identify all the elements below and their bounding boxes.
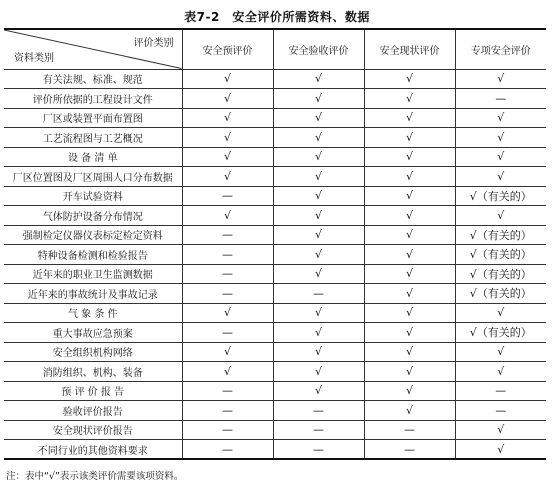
table-cell: — <box>273 440 364 460</box>
table-cell: √（有关的） <box>455 323 546 343</box>
table-row <box>4 167 546 187</box>
row-label: 厂区或装置平面布置图 <box>4 108 182 128</box>
table-cell: √ <box>364 69 455 89</box>
table-cell: √ <box>455 420 546 440</box>
table-cell: √ <box>455 167 546 187</box>
table-row <box>4 284 546 304</box>
table-cell: √ <box>364 284 455 304</box>
table-row <box>4 147 546 167</box>
table-cell: √ <box>182 108 273 128</box>
table-cell: √ <box>455 342 546 362</box>
table-row <box>4 245 546 265</box>
table-cell: — <box>364 420 455 440</box>
table-cell: √ <box>273 167 364 187</box>
table-row <box>4 401 546 421</box>
table-row <box>4 440 546 460</box>
table-cell: √ <box>182 167 273 187</box>
corner-header-cell <box>4 29 182 69</box>
row-label: 气体防护设备分布情况 <box>4 206 182 226</box>
table-cell: √ <box>273 303 364 323</box>
table-cell: — <box>182 225 273 245</box>
table-title: 表7-2 安全评价所需资料、数据 <box>184 10 370 24</box>
table-row <box>4 225 546 245</box>
table-cell: √ <box>364 89 455 109</box>
table-row <box>4 420 546 440</box>
table-cell: √ <box>182 303 273 323</box>
table-cell: √（有关的） <box>455 264 546 284</box>
table-cell: √（有关的） <box>455 245 546 265</box>
table-cell: — <box>182 420 273 440</box>
corner-row-category-label: 资料类别 <box>14 52 54 64</box>
row-label: 安全现状评价报告 <box>4 420 182 440</box>
table-cell: √ <box>364 245 455 265</box>
row-label: 近年来的职业卫生监测数据 <box>4 264 182 284</box>
table-body <box>4 69 546 459</box>
table-cell: √ <box>273 362 364 382</box>
table-row <box>4 108 546 128</box>
table-cell: — <box>182 440 273 460</box>
table-cell: √ <box>455 69 546 89</box>
table-cell: √ <box>182 206 273 226</box>
table-cell: √ <box>364 323 455 343</box>
table-cell: — <box>455 381 546 401</box>
table-cell: — <box>273 284 364 304</box>
table-row <box>4 89 546 109</box>
table-cell: √ <box>455 108 546 128</box>
table-cell: √ <box>273 264 364 284</box>
table-cell: √ <box>273 69 364 89</box>
table-cell: — <box>182 381 273 401</box>
table-row <box>4 69 546 89</box>
table-cell: — <box>182 284 273 304</box>
table-cell: √ <box>364 225 455 245</box>
row-label: 预 评 价 报 告 <box>4 381 182 401</box>
table-cell: √ <box>455 303 546 323</box>
table-cell: √ <box>273 147 364 167</box>
table-cell: — <box>182 401 273 421</box>
table-cell: √（有关的） <box>455 225 546 245</box>
row-label: 不同行业的其他资料要求 <box>4 440 182 460</box>
table-cell: — <box>273 420 364 440</box>
column-header-pre-assessment: 安全预评价 <box>182 29 273 69</box>
table-row <box>4 303 546 323</box>
table-cell: √ <box>364 128 455 148</box>
table-cell: √ <box>273 342 364 362</box>
table-cell: √ <box>364 342 455 362</box>
table-row <box>4 128 546 148</box>
row-label: 重大事故应急预案 <box>4 323 182 343</box>
table-cell: √（有关的） <box>455 186 546 206</box>
table-cell: √ <box>273 108 364 128</box>
table-cell: √ <box>273 206 364 226</box>
table-cell: √ <box>273 225 364 245</box>
row-label: 工艺流程图与工艺概况 <box>4 128 182 148</box>
column-header-special-assessment: 专项安全评价 <box>455 29 546 69</box>
table-cell: √ <box>364 362 455 382</box>
table-cell: √ <box>364 186 455 206</box>
table-row <box>4 206 546 226</box>
table-cell: √ <box>182 89 273 109</box>
table-cell: √ <box>455 128 546 148</box>
row-label: 消防组织、机构、装备 <box>4 362 182 382</box>
table-cell: √ <box>364 108 455 128</box>
table-row <box>4 186 546 206</box>
row-label: 验收评价报告 <box>4 401 182 421</box>
row-label: 强制检定仪器仪表标定检定资料 <box>4 225 182 245</box>
table-cell: √ <box>182 362 273 382</box>
row-label: 特种设备检测和检验报告 <box>4 245 182 265</box>
table-row <box>4 342 546 362</box>
table-row <box>4 381 546 401</box>
table-row <box>4 323 546 343</box>
table-cell: √ <box>182 342 273 362</box>
row-label: 近年来的事故统计及事故记录 <box>4 284 182 304</box>
table-cell: √ <box>273 323 364 343</box>
table-cell: √ <box>364 401 455 421</box>
table-cell: √ <box>273 128 364 148</box>
requirements-table <box>4 28 546 460</box>
table-cell: √ <box>364 303 455 323</box>
table-cell: √ <box>364 381 455 401</box>
row-label: 评价所依据的工程设计文件 <box>4 89 182 109</box>
table-cell: √ <box>455 206 546 226</box>
table-cell: √ <box>364 206 455 226</box>
table-cell: √ <box>364 167 455 187</box>
table-footnote: 注：表中“√”表示该类评价需要该项资料。 <box>6 471 184 482</box>
table-cell: — <box>455 89 546 109</box>
table-cell: — <box>273 401 364 421</box>
table-cell: √ <box>182 147 273 167</box>
corner-column-category-label: 评价类别 <box>133 38 174 49</box>
header-row <box>4 29 546 69</box>
table-cell: — <box>182 186 273 206</box>
table-cell: √ <box>273 245 364 265</box>
table-cell: — <box>182 245 273 265</box>
table-cell: √ <box>182 69 273 89</box>
table-cell: √ <box>273 381 364 401</box>
table-cell: √ <box>364 147 455 167</box>
table-row <box>4 362 546 382</box>
table-cell: √ <box>273 186 364 206</box>
table-cell: √ <box>273 89 364 109</box>
row-label: 厂区位置图及厂区周围人口分布数据 <box>4 167 182 187</box>
table-cell: √（有关的） <box>455 284 546 304</box>
table-cell: — <box>455 401 546 421</box>
table-cell: √ <box>455 362 546 382</box>
table-cell: √ <box>455 147 546 167</box>
row-label: 开车试验资料 <box>4 186 182 206</box>
column-header-acceptance-assessment: 安全验收评价 <box>273 29 364 69</box>
table-cell: √ <box>455 440 546 460</box>
table-cell: √ <box>364 264 455 284</box>
table-cell: — <box>182 264 273 284</box>
row-label: 气 象 条 件 <box>4 303 182 323</box>
table-cell: √ <box>182 128 273 148</box>
table-cell: — <box>364 440 455 460</box>
row-label: 设 备 清 单 <box>4 147 182 167</box>
row-label: 有关法规、标准、规范 <box>4 69 182 89</box>
table-cell: — <box>182 323 273 343</box>
table-row <box>4 264 546 284</box>
row-label: 安全组织机构网络 <box>4 342 182 362</box>
column-header-status-assessment: 安全现状评价 <box>364 29 455 69</box>
